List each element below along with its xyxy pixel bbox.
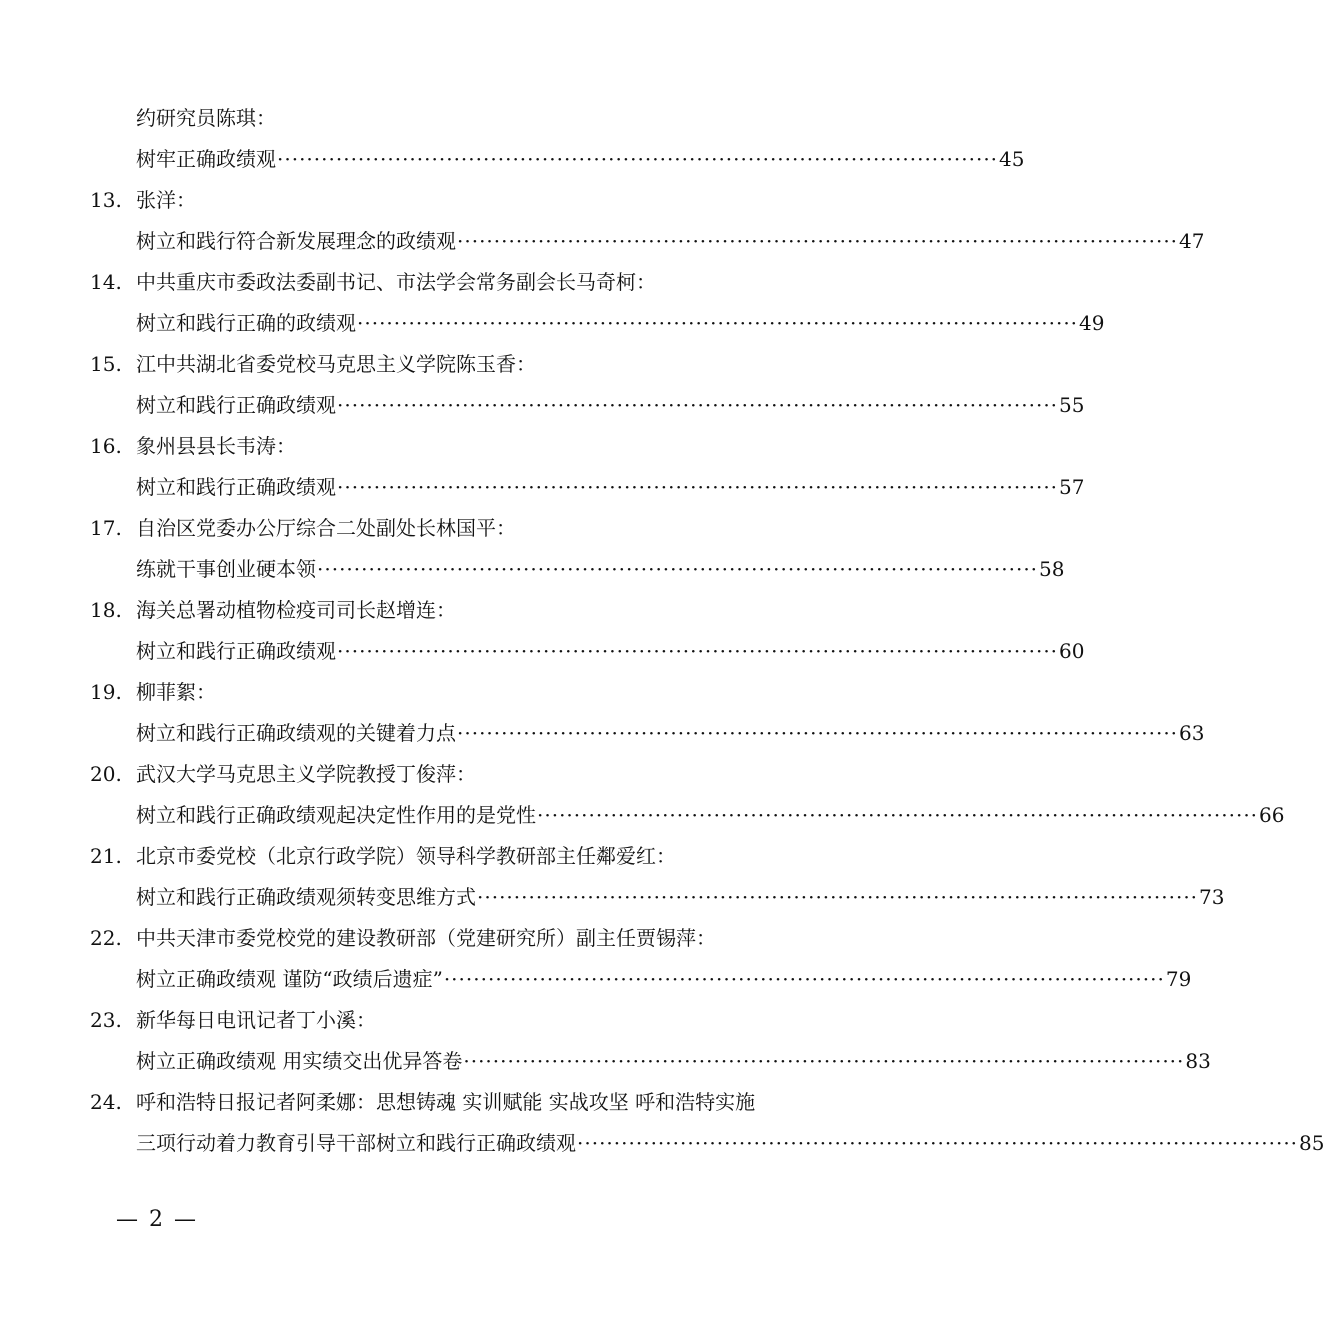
toc-entry-page: 73 bbox=[1199, 885, 1225, 909]
toc-entry-number: 14. bbox=[90, 270, 122, 294]
toc-entry-page: 58 bbox=[1039, 557, 1065, 581]
toc-entry-author: 武汉大学马克思主义学院教授丁俊萍： bbox=[136, 762, 476, 786]
toc-entry-author-line bbox=[0, 590, 950, 630]
toc-entry-title: 树立和践行正确政绩观起决定性作用的是党性 bbox=[136, 803, 536, 827]
toc-entry-title-row bbox=[136, 795, 1285, 835]
toc-entry-author-line bbox=[0, 426, 950, 466]
toc-entry-title-row bbox=[136, 1041, 1211, 1081]
toc-entry-title-row bbox=[136, 303, 1105, 343]
toc-entry-page: 83 bbox=[1185, 1049, 1211, 1073]
dot-leader: ·································································································· bbox=[337, 475, 1059, 499]
toc-entry-title-line bbox=[0, 713, 1205, 753]
dot-leader: ·································································································· bbox=[337, 393, 1059, 417]
dot-leader: ·································································································· bbox=[337, 639, 1059, 663]
toc-entry-author: 张洋： bbox=[136, 188, 196, 212]
toc-entry-title-row bbox=[136, 631, 1085, 671]
toc-entry-author: 柳菲絮： bbox=[136, 680, 216, 704]
toc-entry-author: 海关总署动植物检疫司司长赵增连： bbox=[136, 598, 456, 622]
dot-leader: ·································································································· bbox=[457, 721, 1179, 745]
toc-entry-title-row bbox=[136, 467, 1085, 507]
toc-entry-author: 象州县县长韦涛： bbox=[136, 434, 296, 458]
toc-entry-page: 47 bbox=[1179, 229, 1205, 253]
toc-entry-author: 呼和浩特日报记者阿柔娜：思想铸魂 实训赋能 实战攻坚 呼和浩特实施 bbox=[136, 1090, 756, 1114]
toc-entry-title-line bbox=[0, 303, 1105, 343]
toc-entry-number: 21. bbox=[90, 844, 122, 868]
toc-entry-author: 北京市委党校（北京行政学院）领导科学教研部主任鄰爱红： bbox=[136, 844, 676, 868]
toc-entry-title-row bbox=[136, 385, 1085, 425]
toc-entry-number: 20. bbox=[90, 762, 122, 786]
toc-entry-title-line bbox=[0, 1041, 1211, 1081]
toc-entry-title-row bbox=[136, 713, 1205, 753]
toc-entry-page: 49 bbox=[1079, 311, 1105, 335]
toc-entry-author: 自治区党委办公厅综合二处副处长林国平： bbox=[136, 516, 516, 540]
toc-entry-author-line bbox=[0, 672, 950, 712]
toc-entry-title: 三项行动着力教育引导干部树立和践行正确政绩观 bbox=[136, 1131, 576, 1155]
toc-entry-author-line bbox=[0, 98, 950, 138]
toc-entry-title-line bbox=[0, 877, 1225, 917]
toc-entry-number: 15. bbox=[90, 352, 122, 376]
toc-entry-title-line bbox=[0, 549, 1065, 589]
toc-entry-author: 中共重庆市委政法委副书记、市法学会常务副会长马奇柯： bbox=[136, 270, 656, 294]
toc-entry-title-row bbox=[136, 221, 1205, 261]
toc-entry-author-line bbox=[0, 262, 950, 302]
dot-leader: ·································································································· bbox=[357, 311, 1079, 335]
toc-entry-author: 新华每日电讯记者丁小溪： bbox=[136, 1008, 376, 1032]
toc-entry-page: 45 bbox=[999, 147, 1025, 171]
toc-entry-title: 树立和践行正确政绩观 bbox=[136, 639, 336, 663]
toc-entry-number: 22. bbox=[90, 926, 122, 950]
toc-entry-author-line bbox=[0, 1000, 950, 1040]
toc-entry-number: 16. bbox=[90, 434, 122, 458]
toc-entry-number: 17. bbox=[90, 516, 122, 540]
dot-leader: ·································································································· bbox=[443, 967, 1165, 991]
toc-entry-author: 中共天津市委党校党的建设教研部（党建研究所）副主任贾锡萍： bbox=[136, 926, 716, 950]
toc-entry-title: 练就干事创业硬本领 bbox=[136, 557, 316, 581]
toc-entry-page: 79 bbox=[1165, 967, 1192, 991]
toc-entry-title-line bbox=[0, 631, 1085, 671]
toc-entry-page: 85 bbox=[1299, 1131, 1324, 1155]
dot-leader: ·································································································· bbox=[463, 1049, 1185, 1073]
dot-leader: ·································································································· bbox=[317, 557, 1039, 581]
toc-entry-author-line bbox=[0, 508, 950, 548]
toc-entry-page: 63 bbox=[1179, 721, 1205, 745]
toc-entry-title-line bbox=[0, 139, 1025, 179]
toc-entry-author-line bbox=[0, 180, 950, 220]
dot-leader: ·································································································· bbox=[457, 229, 1179, 253]
toc-entry-title-row bbox=[136, 877, 1225, 917]
toc-entry-title: 树牢正确政绩观 bbox=[136, 147, 276, 171]
dot-leader: ·································································································· bbox=[537, 803, 1259, 827]
toc-entry-title-line bbox=[0, 221, 1205, 261]
toc-entry-title: 树立和践行符合新发展理念的政绩观 bbox=[136, 229, 456, 253]
toc-entry-title: 树立和践行正确政绩观 bbox=[136, 475, 336, 499]
toc-entry-title: 树立和践行正确政绩观的关键着力点 bbox=[136, 721, 456, 745]
toc-entry-author-line bbox=[0, 754, 950, 794]
toc-entry-title: 树立和践行正确的政绩观 bbox=[136, 311, 356, 335]
toc-entry-title-row bbox=[136, 549, 1065, 589]
toc-entry-author: 江中共湖北省委党校马克思主义学院陈玉香： bbox=[136, 352, 536, 376]
toc-entry-title-row bbox=[136, 1123, 1324, 1163]
toc-entry-title-line bbox=[0, 467, 1085, 507]
toc-entry-number: 19. bbox=[90, 680, 122, 704]
toc-entry-number: 24. bbox=[90, 1090, 122, 1114]
toc-entry-page: 55 bbox=[1059, 393, 1085, 417]
toc-entry-number: 23. bbox=[90, 1008, 122, 1032]
toc-entry-title-line bbox=[0, 959, 1192, 999]
toc-entry-number: 18. bbox=[90, 598, 122, 622]
toc-entry-author-line bbox=[0, 1082, 950, 1122]
toc-entry-title-row bbox=[136, 139, 1025, 179]
toc-entry-number: 13. bbox=[90, 188, 122, 212]
toc-entry-title: 树立和践行正确政绩观须转变思维方式 bbox=[136, 885, 476, 909]
dot-leader: ·································································································· bbox=[577, 1131, 1299, 1155]
toc-entry-author-line bbox=[0, 918, 950, 958]
toc-entry-page: 60 bbox=[1059, 639, 1085, 663]
toc-entry-author-line bbox=[0, 836, 950, 876]
toc-entry-title-line bbox=[0, 385, 1085, 425]
toc-entry-author: 约研究员陈琪： bbox=[136, 106, 276, 130]
toc-entry-page: 57 bbox=[1059, 475, 1085, 499]
toc-entry-author-line bbox=[0, 344, 950, 384]
dot-leader: ·································································································· bbox=[277, 147, 999, 171]
toc-entry-title-row bbox=[136, 959, 1192, 999]
toc-entry-page: 66 bbox=[1259, 803, 1285, 827]
toc-entry-title: 树立正确政绩观 谨防“政绩后遗症” bbox=[136, 967, 443, 991]
toc-entry-title-line bbox=[0, 1123, 1324, 1163]
dot-leader: ·································································································· bbox=[477, 885, 1199, 909]
toc-entry-title-line bbox=[0, 795, 1285, 835]
toc-entry-title: 树立和践行正确政绩观 bbox=[136, 393, 336, 417]
toc-entry-title: 树立正确政绩观 用实绩交出优异答卷 bbox=[136, 1049, 463, 1073]
page-number: — 2 — bbox=[116, 1207, 198, 1232]
